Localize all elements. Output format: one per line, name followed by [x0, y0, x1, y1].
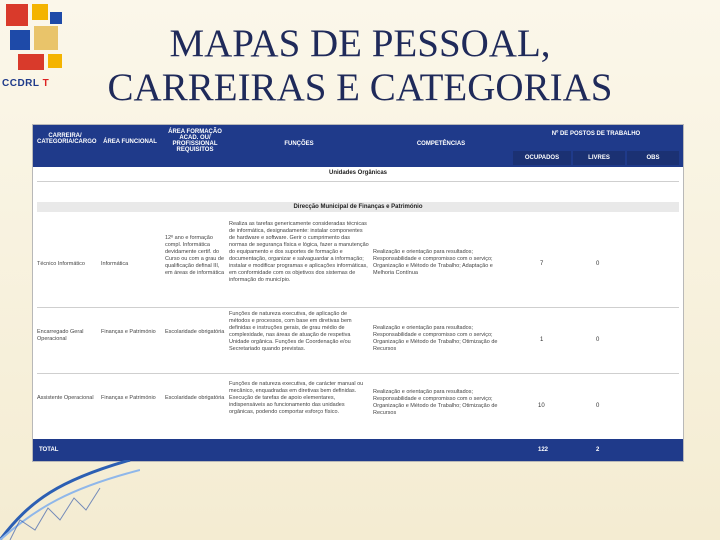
page-title — [80, 22, 640, 110]
title-line-1: MAPAS DE PESSOAL, — [169, 22, 551, 65]
staff-table — [32, 124, 684, 462]
row1-livres: 0 — [596, 261, 600, 267]
section-direcao: Direcção Municipal de Finanças e Património — [37, 202, 679, 212]
row1-area: Informática — [101, 261, 129, 267]
row1-carreira: Técnico Informático — [37, 261, 85, 267]
ccdrl-logo — [0, 0, 80, 110]
row3-ocupados: 10 — [538, 403, 545, 409]
row3-livres: 0 — [596, 403, 600, 409]
header-competencias: COMPETÊNCIAS — [416, 141, 466, 147]
title-line-2: CARREIRAS E CATEGORIAS — [107, 66, 613, 109]
row2-livres: 0 — [596, 337, 600, 343]
row1-funcoes: Realiza as tarefas genericamente consideradas técnicas de informática, designadamente: instalar componentes de hardware e software. Gerir o cumprimento das normas de segurança física e lógica, fazer a manutenção do equipamento e dos suportes de formação e documentação, organizar e salvaguardar a informação; instalar e modificar programas e aplicações informáticas, em conformidade com os objetivos dos sistemas de informação do município. — [229, 221, 369, 283]
table-header — [33, 125, 683, 167]
header-formacao: ÁREA FORMAÇÃO ACAD. OU/ PROFISSIONAL REQUISITOS — [168, 129, 222, 153]
divider — [37, 181, 679, 182]
decorative-ribbon — [0, 460, 140, 540]
row2-funcoes: Funções de natureza executiva, de aplicação de métodos e processos, com base em diretivas bem definidas e instruções gerais, de grau médio de complexidade, nas áreas de atuação de respetiva Unidade orgânica. Funções de Coordenação e/ou Secretariado quando previstas. — [229, 311, 352, 352]
row2-area: Finanças e Património — [101, 329, 156, 335]
row1-ocupados: 7 — [540, 261, 544, 267]
row1-formacao: 12º ano e formação compl. Informática devidamente certif. do Curso ou com a grau de qualificação definal III, em áreas de informática — [165, 235, 225, 276]
total-livres: 2 — [596, 447, 600, 453]
row3-funcoes: Funções de natureza executiva, de carácter manual ou mecânico, enquadradas em diretivas bem definidas. Execução de tarefas de apoio elementares, indispensáveis ao funcionamento das unidades orgânicas, podendo comportar esforço físico. — [229, 381, 364, 415]
header-funcoes: FUNÇÕES — [284, 141, 314, 147]
divider — [37, 373, 679, 374]
divider — [37, 307, 679, 308]
header-obs: OBS — [627, 151, 679, 165]
header-ocupados: OCUPADOS — [513, 151, 571, 165]
row2-competencias: Realização e orientação para resultados; Responsabilidade e compromisso com o serviço; Organização e Método de Trabalho; Otimização de Recursos — [373, 325, 498, 352]
row2-carreira: Encarregado Geral Operacional — [37, 329, 84, 342]
row3-carreira: Assistente Operacional — [37, 395, 94, 401]
header-carreira: CARREIRA/ CATEGORIA/CARGO — [37, 133, 97, 145]
header-postos: Nº DE POSTOS DE TRABALHO — [551, 131, 641, 137]
total-label: TOTAL — [39, 447, 59, 453]
header-area: ÁREA FUNCIONAL — [103, 139, 157, 145]
row2-formacao: Escolaridade obrigatória — [165, 329, 225, 335]
logo-text: CCDRL T — [2, 78, 50, 89]
section-unidades-organicas: Unidades Orgânicas — [328, 170, 388, 176]
row3-formacao: Escolaridade obrigatória — [165, 395, 225, 401]
row3-area: Finanças e Património — [101, 395, 156, 401]
row2-ocupados: 1 — [540, 337, 544, 343]
total-ocupados: 122 — [538, 447, 549, 453]
row1-competencias: Realização e orientação para resultados; Responsabilidade e compromisso com o serviço; Organização e Método de Trabalho; Adaptação e Melhoria Contínua — [373, 249, 493, 276]
total-row — [33, 439, 683, 461]
row3-competencias: Realização e orientação para resultados; Responsabilidade e compromisso com o serviço; Organização e Método de Trabalho; Otimização de Recursos — [373, 389, 498, 416]
header-livres: LIVRES — [573, 151, 625, 165]
